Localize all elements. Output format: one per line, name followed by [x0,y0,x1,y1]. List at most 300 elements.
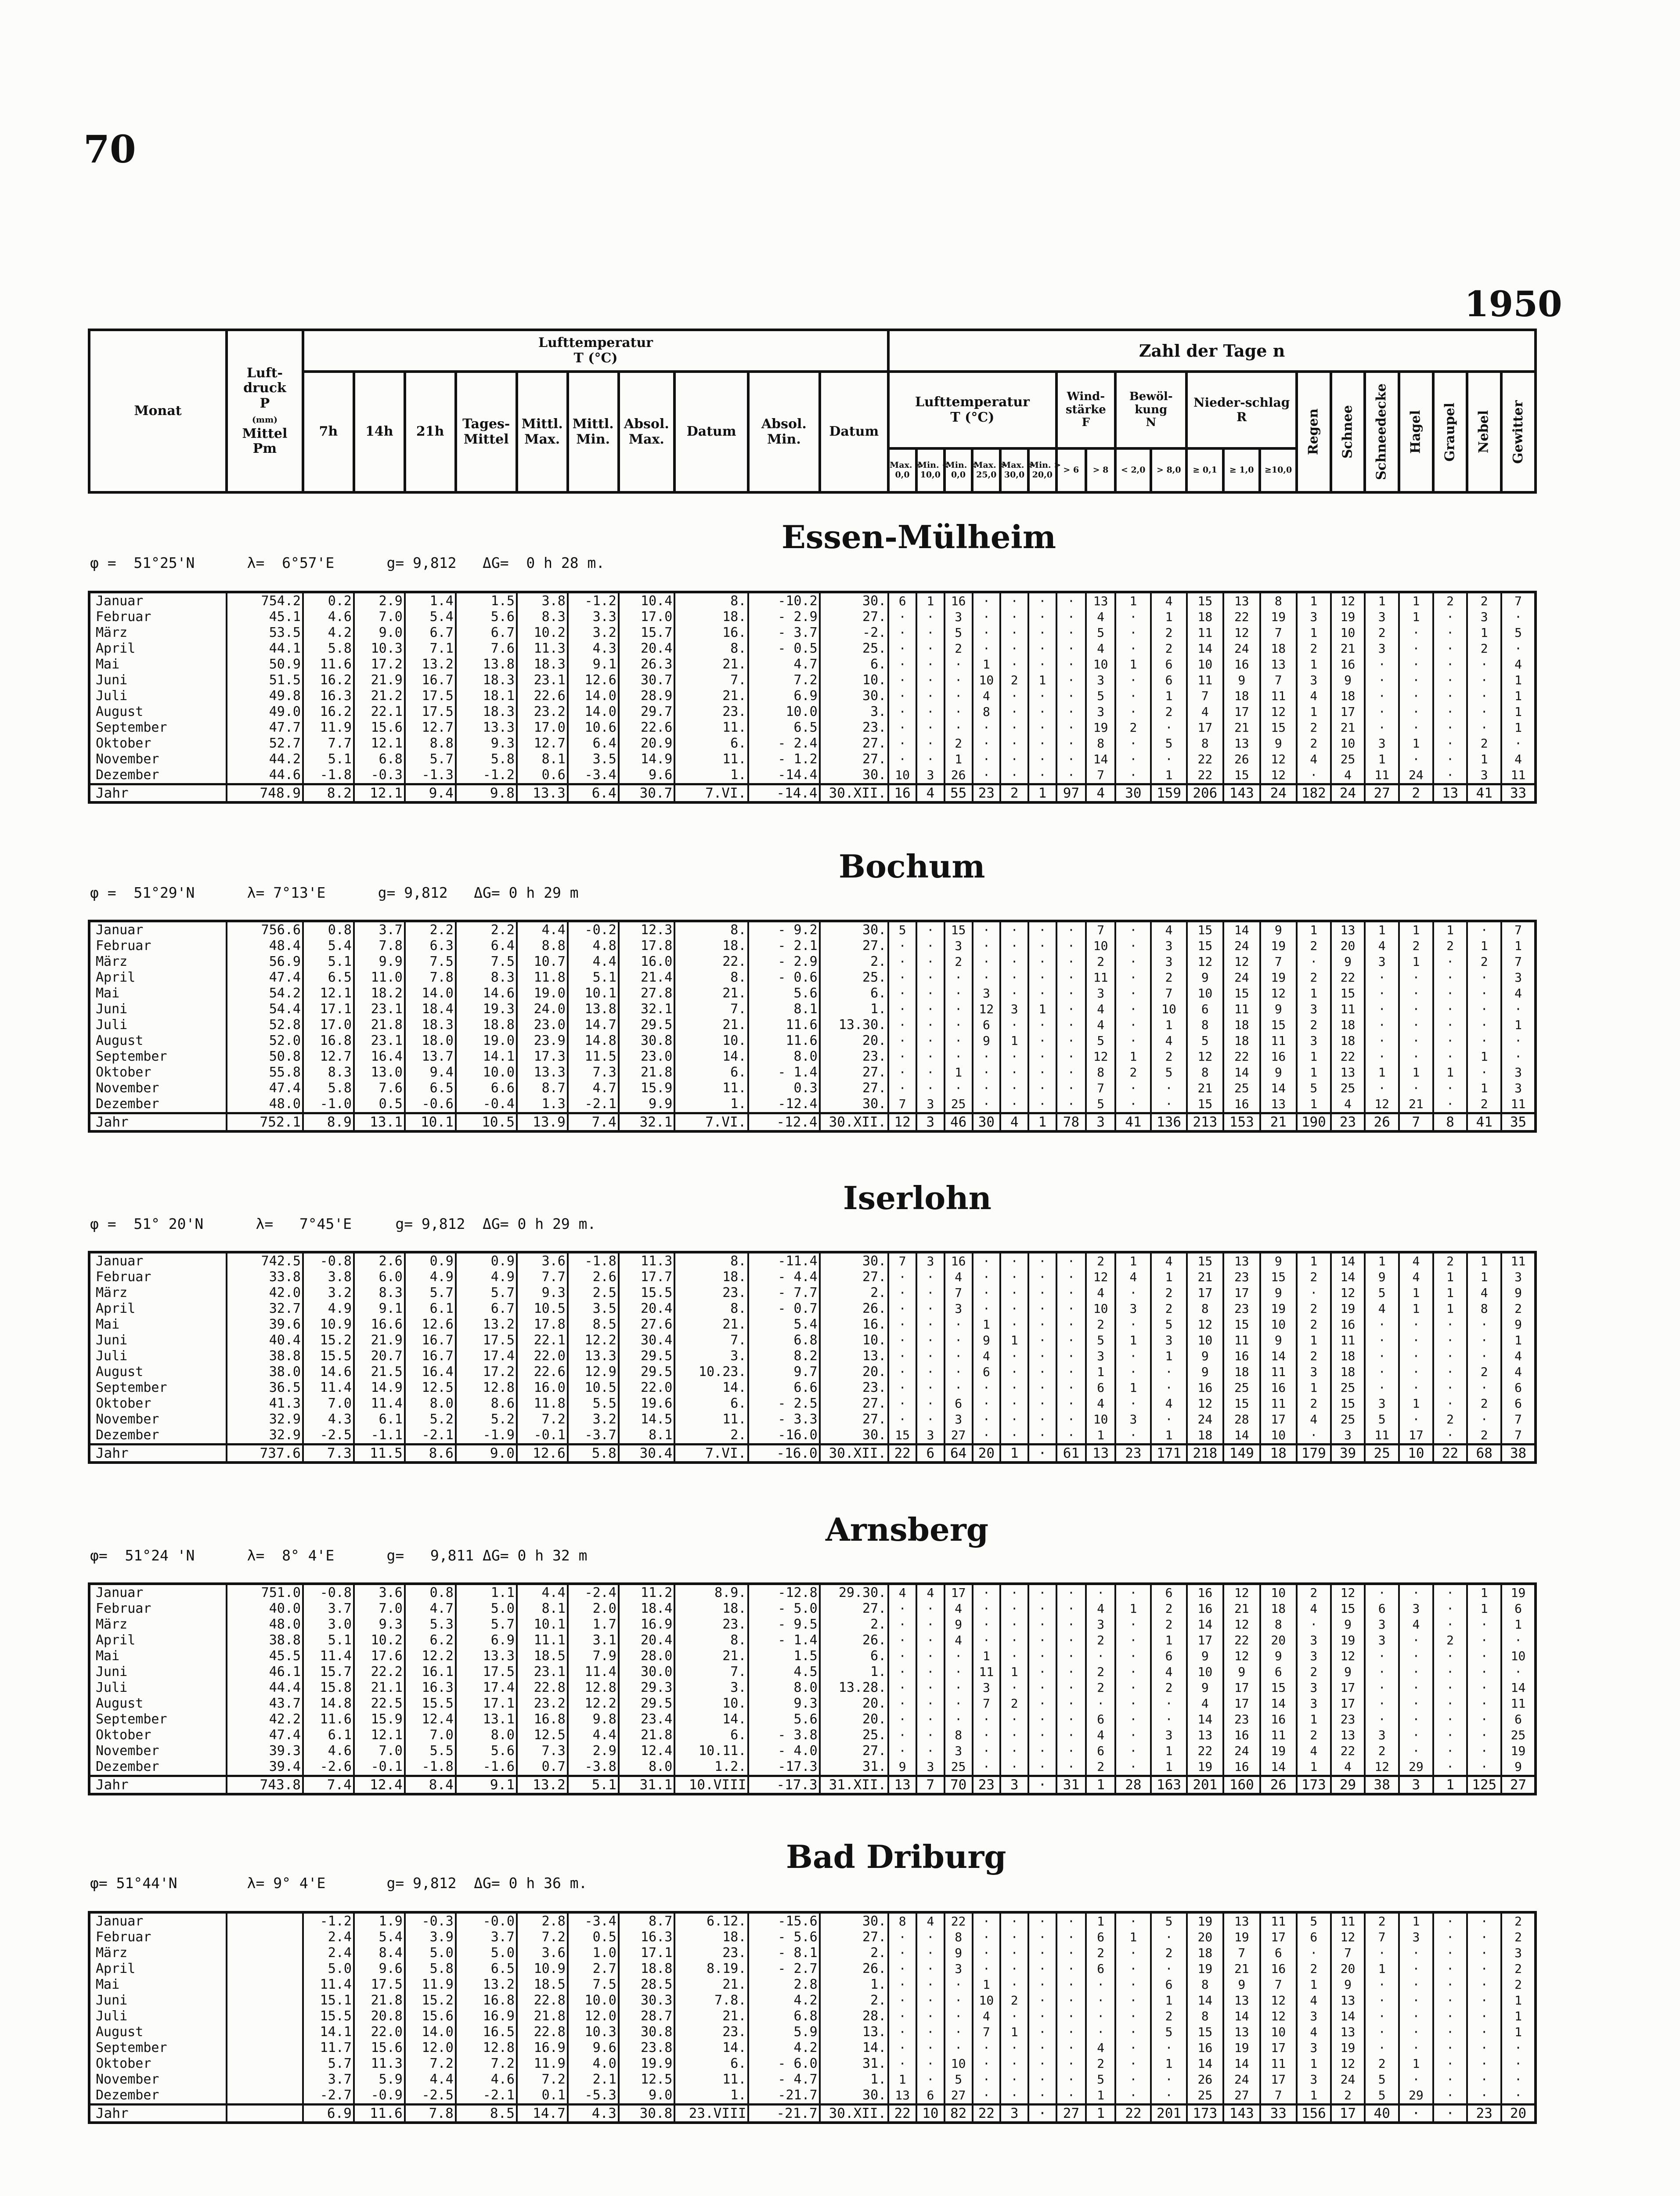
day-count-cell: · [1467,2024,1501,2040]
day-count-cell: · [973,1252,1001,1269]
temperature-cell: 2.8 [748,1977,819,1993]
temperature-cell: 6.9 [303,2105,354,2123]
month-row [89,1269,1536,1285]
temperature-cell: 11. [674,1412,748,1427]
day-count-cell: 1 [1433,1776,1467,1795]
month-name: Jahr [89,784,227,803]
day-count-cell: 8 [888,1912,916,1929]
temperature-cell: 8.19. [674,1961,748,1977]
day-count-cell: · [945,1993,973,2008]
day-count-cell: 24 [1223,938,1260,954]
day-count-cell: 12 [1187,954,1223,970]
day-count-cell: 2 [1501,1961,1536,1977]
temperature-cell: 3.2 [568,625,619,641]
day-count-cell: · [1467,1912,1501,1929]
day-count-cell: · [1433,672,1467,688]
day-count-cell: 16 [1260,1961,1297,1977]
day-count-cell: · [888,625,916,641]
temperature-cell: 5.7 [456,1617,517,1633]
col-21h: 21h [405,372,456,492]
temperature-cell: 21.5 [354,1364,405,1380]
temperature-cell: 16.9 [619,1617,675,1633]
temperature-cell: 11.2 [619,1584,675,1601]
day-count-cell: · [1000,657,1028,672]
day-count-cell: · [1115,1348,1151,1364]
temperature-cell: 8.5 [568,1317,619,1333]
temperature-cell: 1. [674,1096,748,1113]
day-count-cell: 17 [1331,1696,1365,1712]
col-schneedecke: Schneedecke [1365,372,1399,492]
day-count-cell: · [1433,767,1467,784]
day-count-cell: 3 [1467,767,1501,784]
day-count-cell: 9 [1187,1364,1223,1380]
day-count-cell: 15 [888,1427,916,1445]
temperature-cell: 17.2 [456,1364,517,1380]
temperature-cell: 10.23. [674,1364,748,1380]
day-count-cell: · [1433,2024,1467,2040]
temperature-cell: 7.2 [517,1412,568,1427]
day-count-cell: · [973,1380,1001,1396]
month-row [89,609,1536,625]
day-count-cell: · [1399,1017,1433,1033]
temperature-cell: 14.0 [568,688,619,704]
day-count-cell: · [973,1961,1001,1977]
day-count-cell: · [1086,1648,1115,1664]
column-header [88,329,1537,494]
day-count-cell: 3 [916,767,945,784]
day-count-cell: 9 [1260,921,1297,938]
day-count-cell: 3 [1297,1001,1331,1017]
temperature-cell: 21.8 [619,1065,675,1080]
day-count-cell: 16 [1331,1317,1365,1333]
day-count-cell: · [1365,1380,1399,1396]
day-count-cell: · [1399,720,1433,736]
day-count-cell: · [1467,2056,1501,2072]
day-count-cell: · [1000,704,1028,720]
temperature-cell: 12.8 [456,2040,517,2056]
temperature-cell: 18.8 [619,1961,675,1977]
temperature-cell: 17.5 [456,1664,517,1680]
day-count-cell: 2 [1086,1252,1115,1269]
temperature-cell: 3.2 [568,1412,619,1427]
day-count-cell: · [1365,1712,1399,1727]
month-name: Juni [89,1333,227,1348]
day-count-cell: 7 [1501,1412,1536,1427]
temperature-cell: 21.9 [354,1333,405,1348]
temperature-cell: 7.6 [354,1080,405,1096]
temperature-cell: 16.3 [303,688,354,704]
col-hagel: Hagel [1399,372,1433,492]
day-count-cell: 4 [1297,688,1331,704]
day-count-cell: · [1467,1743,1501,1759]
temperature-cell: - 8.1 [748,1945,819,1961]
month-row [89,970,1536,986]
day-count-cell: · [1115,1977,1151,1993]
month-row [89,1065,1536,1080]
month-name: Dezember [89,2088,227,2105]
temperature-cell: 15.5 [405,1696,456,1712]
temperature-cell: 4.7 [405,1601,456,1617]
day-count-cell: 25 [1331,1412,1365,1427]
day-count-cell: 1 [1501,704,1536,720]
day-count-cell: 17 [1187,720,1223,736]
temperature-cell: 4.3 [568,641,619,657]
day-count-cell: · [888,1993,916,2008]
day-count-cell: 1 [1297,921,1331,938]
day-count-cell: 190 [1297,1113,1331,1132]
pressure-cell: 40.0 [227,1601,303,1617]
temperature-cell: 1. [820,1977,889,1993]
day-count-cell: · [1151,2040,1186,2056]
day-count-cell: 1 [1151,2056,1186,2072]
temperature-cell: 18.0 [405,1033,456,1049]
temperature-cell: 23.1 [517,1664,568,1680]
day-count-cell: 1 [1399,1396,1433,1412]
temperature-cell: 22.2 [354,1664,405,1680]
temperature-cell: 13. [820,1348,889,1364]
day-count-cell: 1 [1297,1252,1331,1269]
month-row [89,1680,1536,1696]
temperature-cell: 6.12. [674,1912,748,1929]
day-count-cell: 3 [1297,2072,1331,2088]
day-count-cell: 5 [1187,1033,1223,1049]
luftdruck-header: Luft- druck P (mm) Mittel Pm [227,330,303,492]
day-count-cell: · [945,970,973,986]
temperature-cell: 12.5 [619,2072,675,2088]
day-count-cell: · [1115,704,1151,720]
temperature-cell: -2.7 [303,2088,354,2105]
day-count-cell: 19 [1223,1929,1260,1945]
day-count-cell: 18 [1187,1945,1223,1961]
day-count-cell: · [1467,1680,1501,1696]
temperature-cell: 27.6 [619,1317,675,1333]
temperature-cell: - 2.9 [748,609,819,625]
day-count-cell: 16 [1260,1712,1297,1727]
day-count-cell: · [888,1961,916,1977]
day-count-cell: · [1028,1333,1056,1348]
day-count-cell: · [1056,1427,1086,1445]
temperature-cell: 1.0 [568,1945,619,1961]
day-count-cell: 23 [1331,1712,1365,1727]
temperature-cell: 12.6 [405,1317,456,1333]
day-count-cell: 6 [1297,1929,1331,1945]
day-count-cell: 4 [1086,1727,1115,1743]
day-count-cell: 4 [1399,1252,1433,1269]
day-count-cell: · [1365,1680,1399,1696]
temperature-cell: 14.9 [619,751,675,767]
day-count-cell: · [1115,2024,1151,2040]
temperature-cell: -2.1 [405,1427,456,1445]
day-count-cell: · [916,2072,945,2088]
day-count-cell: · [1028,2040,1056,2056]
day-count-cell: 153 [1223,1113,1260,1132]
month-name: Februar [89,1601,227,1617]
day-count-cell: 9 [888,1759,916,1776]
temperature-cell: -3.7 [568,1427,619,1445]
temperature-cell: 15.5 [303,2008,354,2024]
day-count-cell: · [945,657,973,672]
temperature-cell: 9.3 [748,1696,819,1712]
temperature-cell: 8.8 [405,736,456,751]
day-count-cell: · [1115,1696,1151,1712]
day-count-cell: · [1000,1945,1028,1961]
day-count-cell: · [916,1033,945,1049]
temperature-cell: 4.9 [456,1269,517,1285]
day-count-cell: · [1028,1759,1056,1776]
day-count-cell: 24 [1223,2072,1260,2088]
temperature-cell: 10.0 [748,704,819,720]
temperature-cell: 16.6 [354,1317,405,1333]
temperature-cell: 17.4 [456,1348,517,1364]
temperature-cell: 23.1 [354,1001,405,1017]
month-name: März [89,1945,227,1961]
temperature-cell: 14.1 [303,2024,354,2040]
temperature-cell: 1. [674,767,748,784]
day-count-cell: 9 [1501,1759,1536,1776]
temperature-cell: 2.9 [568,1743,619,1759]
day-count-cell: · [916,1065,945,1080]
temperature-cell: 4.2 [303,625,354,641]
month-name: Juni [89,1664,227,1680]
month-name: August [89,2024,227,2040]
day-count-cell: 68 [1467,1445,1501,1463]
day-count-cell: 3 [945,1743,973,1759]
day-count-cell: 17 [1331,1680,1365,1696]
day-count-cell: 20 [1260,1633,1297,1648]
day-count-cell: · [1115,986,1151,1001]
pressure-cell [227,1945,303,1961]
day-count-cell: 19 [1331,1633,1365,1648]
day-count-cell: · [888,1601,916,1617]
day-count-cell: 1 [1501,720,1536,736]
day-count-cell: 17 [1331,704,1365,720]
temperature-cell: 9.0 [619,2088,675,2105]
month-name: September [89,1712,227,1727]
month-name: Mai [89,1317,227,1333]
day-count-cell: · [1433,1727,1467,1743]
day-count-cell: · [1115,1727,1151,1743]
day-count-cell: 6 [1260,1664,1297,1680]
day-count-cell: · [973,2056,1001,2072]
day-count-cell: 7 [1151,986,1186,1001]
day-count-cell: 14 [1223,2008,1260,2024]
day-count-cell: 14 [1187,2056,1223,2072]
day-count-cell: 27 [945,2088,973,2105]
day-count-cell: 4 [1187,1696,1223,1712]
day-count-cell: · [1115,751,1151,767]
day-count-cell: 11 [1187,625,1223,641]
day-count-cell: · [916,1617,945,1633]
temperature-cell: 11.8 [517,970,568,986]
month-row [89,954,1536,970]
day-count-cell: · [1433,1664,1467,1680]
day-count-cell: 12 [1223,1648,1260,1664]
day-count-cell: · [1467,720,1501,736]
day-count-cell: 9 [973,1333,1001,1348]
temperature-cell: 4.4 [568,1727,619,1743]
day-count-cell: · [916,1412,945,1427]
temperature-cell: 23.0 [517,1017,568,1033]
temperature-cell: 12.3 [619,921,675,938]
day-count-cell: 5 [1086,2072,1115,2088]
day-count-cell: 3 [1297,1680,1331,1696]
day-count-cell: · [1365,688,1399,704]
month-name: August [89,1033,227,1049]
day-count-cell: · [888,1680,916,1696]
day-count-cell: 6 [1086,1961,1115,1977]
month-name: Januar [89,921,227,938]
day-count-cell: 18 [1331,1017,1365,1033]
day-count-cell: 2 [1151,704,1186,720]
day-count-cell: 2 [1086,1945,1115,1961]
day-count-cell: 159 [1151,784,1186,803]
temperature-cell: 28.5 [619,1977,675,1993]
temperature-cell: 17.2 [354,657,405,672]
temperature-cell: 20.8 [354,2008,405,2024]
temperature-cell: 6.5 [405,1080,456,1096]
day-count-cell: 12 [1365,1096,1399,1113]
day-count-cell: 7 [888,1096,916,1113]
day-count-cell: 25 [1331,1380,1365,1396]
day-count-cell: 22 [1223,1049,1260,1065]
temperature-cell: -1.9 [456,1427,517,1445]
day-count-cell: · [1028,2072,1056,2088]
day-count-cell: 6 [1501,1712,1536,1727]
day-count-cell: 1 [1115,1252,1151,1269]
day-count-cell: 1 [1115,1333,1151,1348]
day-count-cell: 1 [1297,2088,1331,2105]
day-count-cell: · [1000,1912,1028,1929]
day-count-cell: 1 [1028,672,1056,688]
day-count-cell: 1 [1297,625,1331,641]
day-count-cell: 15 [1260,1269,1297,1285]
day-count-cell: · [1028,986,1056,1001]
month-row [89,1096,1536,1113]
temperature-cell: -3.4 [568,767,619,784]
temperature-cell: 12.2 [405,1648,456,1664]
day-count-cell: 1 [1115,592,1151,609]
day-count-cell: 4 [1297,1993,1331,2008]
pressure-cell: 44.2 [227,751,303,767]
temperature-cell: 10.3 [568,2024,619,2040]
day-count-cell: 11 [1501,1696,1536,1712]
temperature-cell: 5.2 [405,1412,456,1427]
day-count-cell: · [1365,1584,1399,1601]
month-name: Januar [89,1912,227,1929]
temperature-cell: 18.3 [456,672,517,688]
temperature-cell: 7.0 [354,1743,405,1759]
bewoelkung-header: Bewöl-kung N [1115,372,1186,448]
day-count-cell: 213 [1187,1113,1223,1132]
pressure-cell: 48.4 [227,938,303,954]
day-count-cell: · [1000,1364,1028,1380]
temperature-cell: 4.4 [568,954,619,970]
day-count-cell: 1 [1467,938,1501,954]
day-count-cell: · [1000,2040,1028,2056]
day-count-cell: 15 [1331,1396,1365,1412]
day-count-cell: · [1000,1096,1028,1113]
temperature-cell: 17.1 [619,1945,675,1961]
day-count-cell: · [1028,1065,1056,1080]
temperature-cell: 14. [674,2040,748,2056]
day-count-cell: 12 [1187,1049,1223,1065]
day-count-cell: 8 [1187,736,1223,751]
temperature-cell: 11. [674,751,748,767]
day-count-cell: 9 [1260,1065,1297,1080]
day-count-cell: · [1365,1648,1399,1664]
day-count-cell: · [916,2008,945,2024]
temperature-cell: 30.7 [619,672,675,688]
day-count-cell: 6 [945,1396,973,1412]
day-count-cell: 9 [1223,1977,1260,1993]
day-count-cell: · [1365,1993,1399,2008]
month-name: März [89,954,227,970]
temperature-cell: 10.6 [568,720,619,736]
temperature-cell: 9.6 [568,2040,619,2056]
day-count-cell: · [1056,641,1086,657]
temperature-cell: 12.5 [517,1727,568,1743]
day-count-cell: 9 [1223,672,1260,688]
day-count-cell: · [1365,1696,1399,1712]
day-count-cell: 173 [1297,1776,1331,1795]
temperature-cell: 10.9 [517,1961,568,1977]
temperature-cell: 5.5 [405,1743,456,1759]
day-count-cell: 22 [1187,751,1223,767]
day-count-cell: 1 [1297,1380,1331,1396]
temperature-cell: 8.0 [405,1396,456,1412]
temperature-cell: 13.2 [517,1776,568,1795]
day-count-cell: 1 [1115,1601,1151,1617]
day-count-cell: 1 [1467,751,1501,767]
day-count-cell: · [1000,1301,1028,1317]
day-count-cell: · [1056,1664,1086,1680]
day-count-cell: · [888,736,916,751]
temperature-cell: 6.9 [748,688,819,704]
month-row [89,1380,1536,1396]
day-count-cell: 27 [1501,1776,1536,1795]
day-count-cell: · [916,2040,945,2056]
month-name: September [89,2040,227,2056]
day-count-cell: 3 [1467,609,1501,625]
day-count-cell: 6 [1187,1001,1223,1017]
temperature-cell: 0.8 [405,1584,456,1601]
day-count-cell: 78 [1056,1113,1086,1132]
day-count-cell: · [1467,2040,1501,2056]
day-count-cell: · [973,1759,1001,1776]
temperature-cell: 20.4 [619,1633,675,1648]
pressure-cell [227,1993,303,2008]
temperature-cell: 30. [820,592,889,609]
temperature-cell: 12.7 [517,736,568,751]
day-count-cell: 1 [1365,592,1399,609]
day-count-cell: 4 [1086,641,1115,657]
temperature-cell: - 4.4 [748,1269,819,1285]
day-count-cell: 15 [1331,986,1365,1001]
day-count-cell: · [1467,688,1501,704]
month-row [89,1396,1536,1412]
day-count-cell: · [888,1080,916,1096]
day-count-cell: · [1433,2056,1467,2072]
day-count-cell: 9 [1331,1977,1365,1993]
station-title: Bad Driburg [786,1838,1006,1875]
month-name: Januar [89,1252,227,1269]
day-count-cell: 1 [1399,1301,1433,1317]
temperature-cell: 11.0 [354,970,405,986]
day-count-cell: 5 [1365,1285,1399,1301]
day-count-cell: · [1399,1033,1433,1049]
temperature-cell: 6. [674,736,748,751]
day-count-cell: 4 [1501,1364,1536,1380]
